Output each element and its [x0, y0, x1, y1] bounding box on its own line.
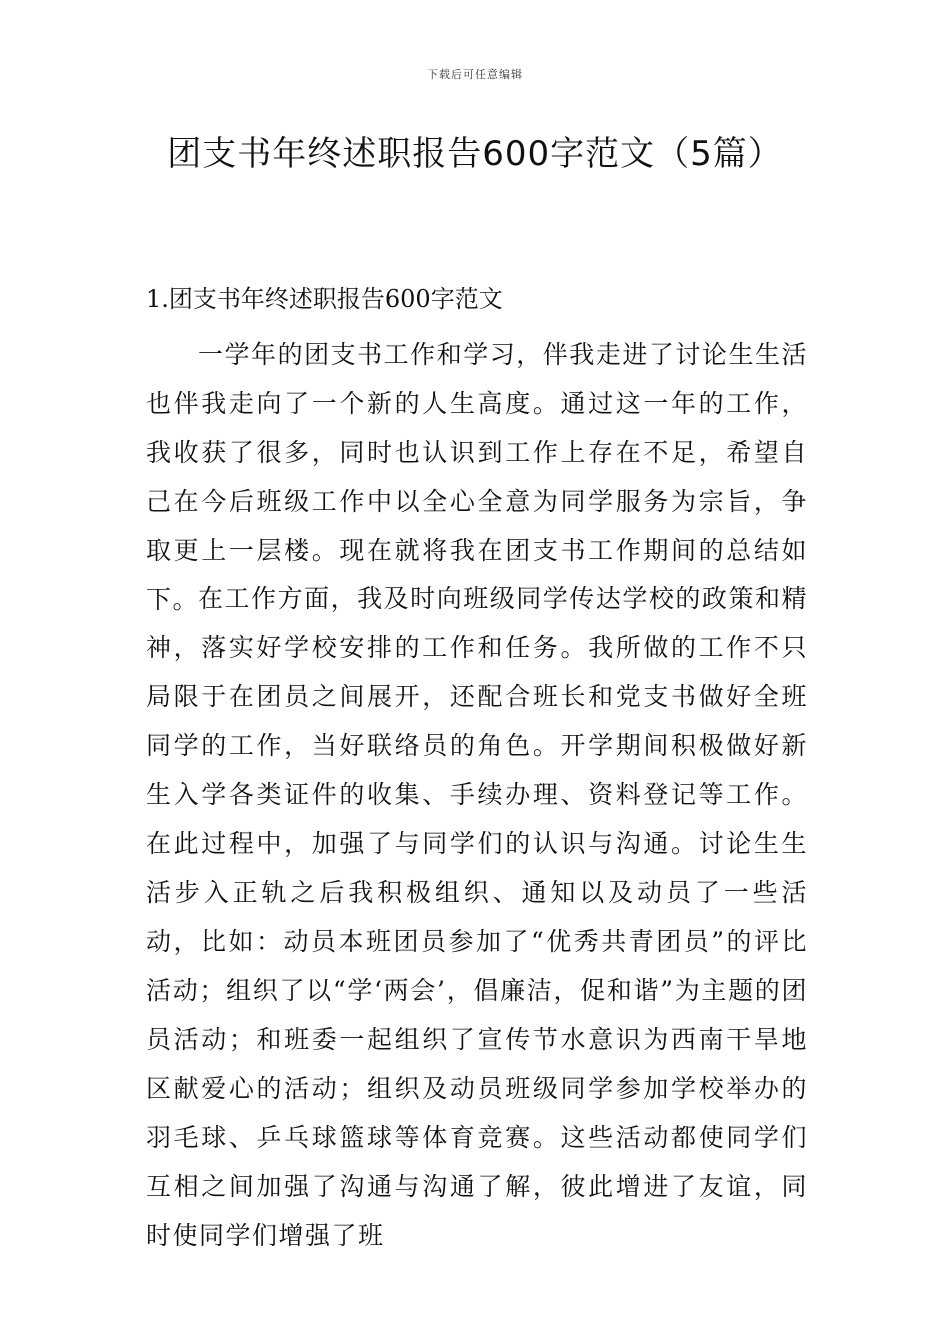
- body-paragraph: 一学年的团支书工作和学习，伴我走进了讨论生生活也伴我走向了一个新的人生高度。通过这一年的工作，我收获了很多，同时也认识到工作上存在不足，希望自己在今后班级工作中以全心全意为同学服务为宗旨，争取更上一层楼。现在就将我在团支书工作期间的总结如下。: [146, 340, 808, 614]
- header-note: 下载后可任意编辑: [427, 68, 523, 81]
- document-title: 团支书年终述职报告600字范文（5篇）: [167, 134, 783, 174]
- section-heading: 1.团支书年终述职报告600字范文: [146, 285, 503, 313]
- body-paragraph: 在工作方面，我及时向班级同学传达学校的政策和精神，落实好学校安排的工作和任务。我所做的工作不只局限于在团员之间展开，还配合班长和党支书做好全班同学的工作，当好联络员的角色。开学期间积极做好新生入学各类证件的收集、手续办理、资料登记等工作。在此过程中，加强了与同学们的认识与沟通。讨论生生活步入正轨之后我积极组织、通知以及动员了一些活动，比如：动员本班团员参加了“优秀共青团员”的评比活动；组织了以“学‘两会’，倡廉洁，促和谐”为主题的团员活动；和班委一起组织了宣传节水意识为西南干旱地区献爱心的活动；组织及动员班级同学参加学校举办的羽毛球、乒乓球篮球等体育竞赛。这些活动都使同学们互相之间加强了沟通与沟通了解，彼此增进了友谊，同时使同学们增强了班: [146, 584, 808, 1250]
